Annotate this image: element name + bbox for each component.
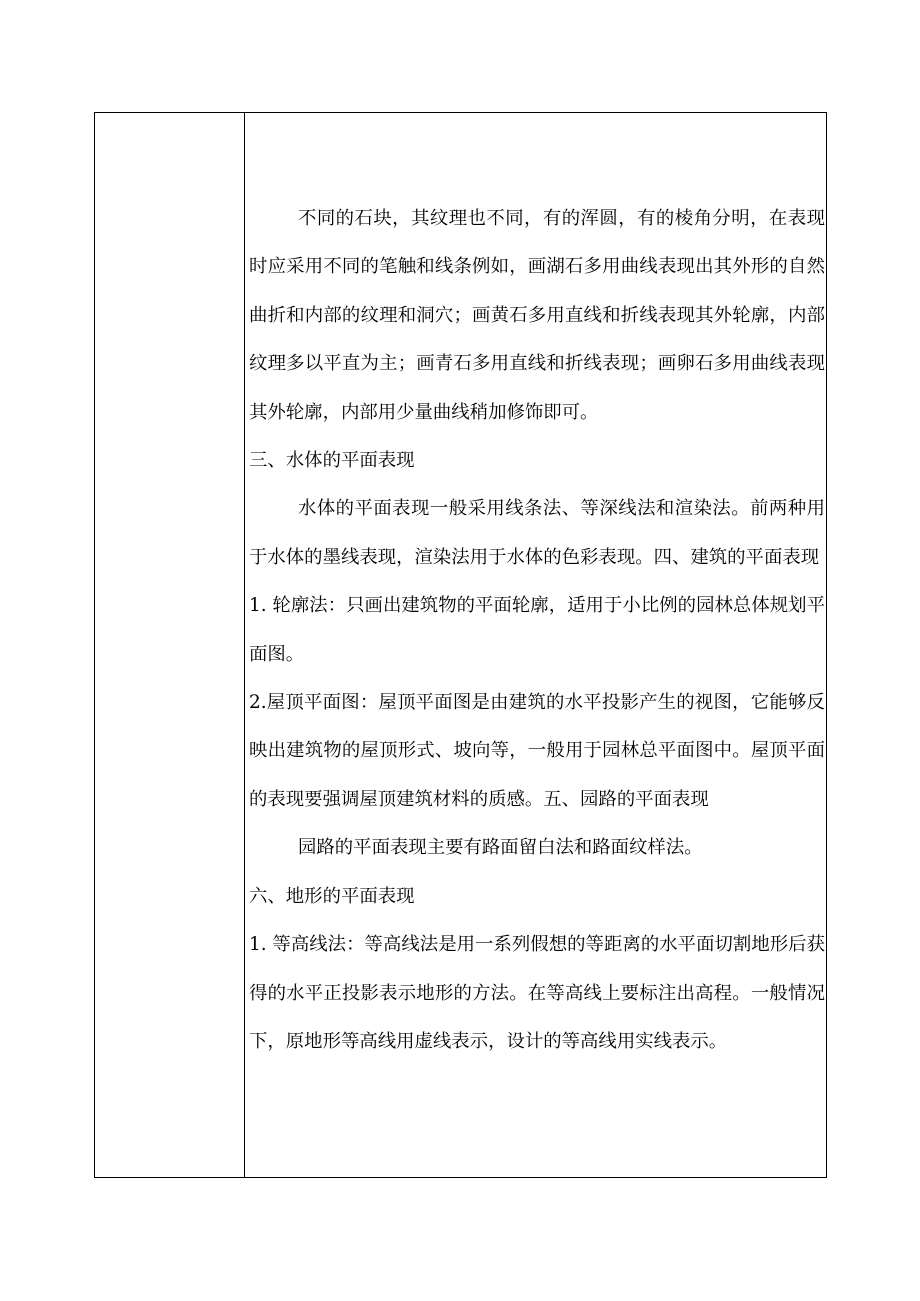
- paragraph-stones: 不同的石块，其纹理也不同，有的浑圆，有的棱角分明，在表现时应采用不同的笔触和线条例如，画湖石多用曲线表现出其外形的自然曲折和内部的纹理和洞穴；画黄石多用直线和折线表现其外轮廓，内部纹理多以平直为主；画青石多用直线和折线表现；画卵石多用曲线表现其外轮廓，内部用少量曲线稍加修饰即可。: [249, 208, 825, 423]
- heading-water: 三、水体的平面表现: [249, 450, 415, 472]
- paragraph-contour: 1. 等高线法：等高线法是用一系列假想的等距离的水平面切割地形后获得的水平正投影表示地形的方法。在等高线上要标注出高程。一般情况下，原地形等高线用虚线表示，设计的等高线用实线表示。: [249, 934, 825, 1052]
- paragraph-roof-plan: 2.屋顶平面图：屋顶平面图是由建筑的水平投影产生的视图，它能够反映出建筑物的屋顶形式、坡向等，一般用于园林总平面图中。屋顶平面的表现要强调屋顶建筑材料的质感。五、园路的平面表现: [249, 692, 825, 810]
- paragraph-water: 水体的平面表现一般采用线条法、等深线法和渲染法。前两种用于水体的墨线表现，渲染法用于水体的色彩表现。四、建筑的平面表现: [249, 498, 825, 568]
- left-cell: [95, 113, 245, 1177]
- document-table: [94, 112, 827, 1178]
- heading-terrain: 六、地形的平面表现: [249, 885, 415, 907]
- content-text: [249, 195, 825, 1066]
- content-cell: [245, 113, 826, 1177]
- paragraph-outline-method: 1. 轮廓法：只画出建筑物的平面轮廓，适用于小比例的园林总体规划平面图。: [249, 595, 825, 665]
- paragraph-paths: 园路的平面表现主要有路面留白法和路面纹样法。: [298, 837, 703, 859]
